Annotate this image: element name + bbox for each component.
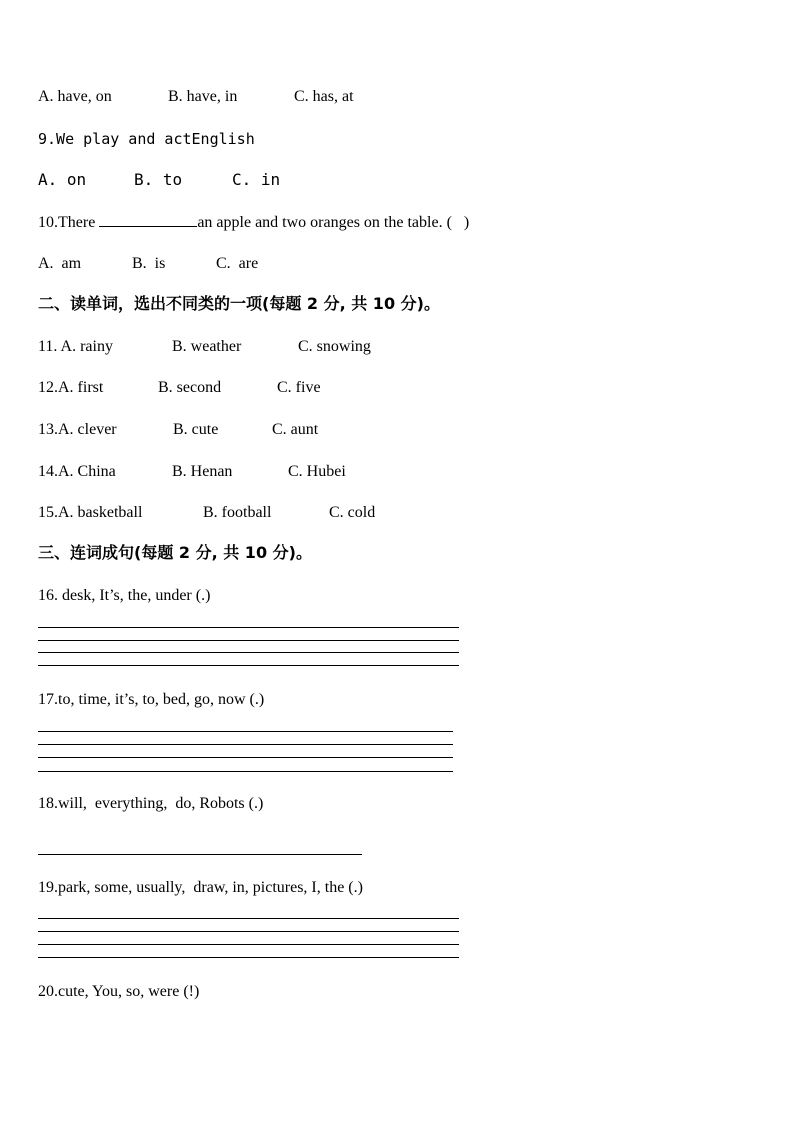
q19-answer-line-3 xyxy=(38,944,459,945)
q17-answer-line-3 xyxy=(38,757,453,758)
q14-option-c: C. Hubei xyxy=(288,463,346,480)
q11-option-c: C. snowing xyxy=(298,338,371,355)
q9-stem: 9.We play and actEnglish xyxy=(38,130,255,148)
q9-option-b: B. to xyxy=(134,170,183,189)
section2-heading: 二、读单词，选出不同类的一项(每题 2 分, 共 10 分)。 xyxy=(38,294,440,313)
q16-answer-line-1 xyxy=(38,627,459,628)
q9-option-c: C. in xyxy=(232,170,281,189)
q16-answer-line-2 xyxy=(38,640,459,641)
q10-prefix: 10.There xyxy=(38,214,100,231)
q13-option-b: B. cute xyxy=(173,421,219,438)
q16-prompt: 16. desk, It’s, the, under (.) xyxy=(38,587,211,604)
q12-option-a: 12.A. first xyxy=(38,379,104,396)
q17-prompt: 17.to, time, it’s, to, bed, go, now (.) xyxy=(38,691,265,708)
q17-answer-line-2 xyxy=(38,744,453,745)
q8-option-b: B. have, in xyxy=(168,88,238,105)
q10-option-a: A. am xyxy=(38,255,82,272)
q16-answer-line-4 xyxy=(38,665,459,666)
q19-answer-line-2 xyxy=(38,931,459,932)
q14-option-a: 14.A. China xyxy=(38,463,116,480)
q10-stem xyxy=(38,212,469,233)
q17-answer-line-1 xyxy=(38,731,453,732)
q10-option-c: C. are xyxy=(216,255,259,272)
q16-answer-line-3 xyxy=(38,652,459,653)
q8-option-a: A. have, on xyxy=(38,88,112,105)
q19-prompt: 19.park, some, usually, draw, in, pictures, I, the (.) xyxy=(38,879,363,896)
q10-suffix: an apple and two oranges on the table. ( ) xyxy=(197,214,470,231)
q18-prompt: 18.will, everything, do, Robots (.) xyxy=(38,795,264,812)
q13-option-a: 13.A. clever xyxy=(38,421,117,438)
q12-option-b: B. second xyxy=(158,379,222,396)
q19-answer-line-1 xyxy=(38,918,459,919)
q15-option-a: 15.A. basketball xyxy=(38,504,143,521)
q20-prompt: 20.cute, You, so, were (!) xyxy=(38,983,200,1000)
q11-option-a: 11. A. rainy xyxy=(38,338,113,355)
q17-answer-line-4 xyxy=(38,771,453,772)
q15-option-c: C. cold xyxy=(329,504,376,521)
q13-option-c: C. aunt xyxy=(272,421,319,438)
q10-blank xyxy=(99,212,197,227)
q12-option-c: C. five xyxy=(277,379,321,396)
q18-answer-line-1 xyxy=(38,854,362,855)
q11-option-b: B. weather xyxy=(172,338,242,355)
q19-answer-line-4 xyxy=(38,957,459,958)
q10-option-b: B. is xyxy=(132,255,166,272)
section3-heading: 三、连词成句(每题 2 分, 共 10 分)。 xyxy=(38,543,312,562)
q15-option-b: B. football xyxy=(203,504,272,521)
q14-option-b: B. Henan xyxy=(172,463,233,480)
q9-option-a: A. on xyxy=(38,170,87,189)
q8-option-c: C. has, at xyxy=(294,88,354,105)
